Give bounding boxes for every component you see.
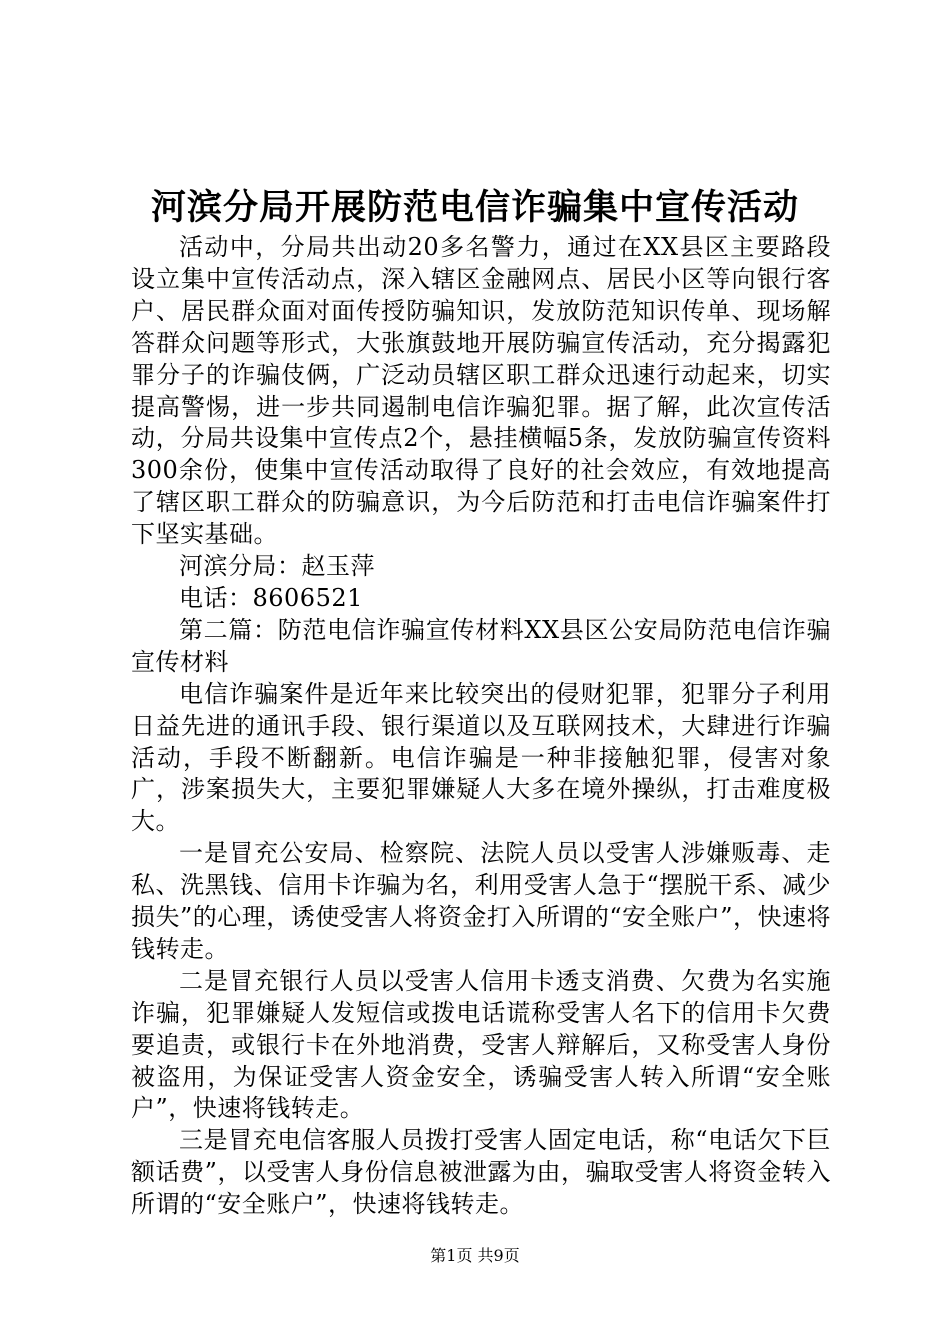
paragraph-activity: 活动中，分局共出动20多名警力，通过在XX县区主要路段设立集中宣传活动点，深入辖区金融网点、居民小区等向银行客户、居民群众面对面传授防骗知识，发放防范知识传单、现场解答群众问题等形式，大张旗鼓地开展防骗宣传活动，充分揭露犯罪分子的诈骗伎俩，广泛动员辖区职工群众迅速行动起来，切实提高警惕，进一步共同遏制电信诈骗犯罪。据了解，此次宣传活动，分局共设集中宣传点2个，悬挂横幅5条，发放防骗宣传资料300余份，使集中宣传活动取得了良好的社会效应，有效地提高了辖区职工群众的防骗意识，为今后防范和打击电信诈骗案件打下坚实基础。 <box>131 233 831 549</box>
paragraph-second-article-heading: 第二篇：防范电信诈骗宣传材料XX县区公安局防范电信诈骗宣传材料 <box>131 615 831 676</box>
paragraph-case-2: 二是冒充银行人员以受害人信用卡透支消费、欠费为名实施诈骗，犯罪嫌疑人发短信或拨电话谎称受害人名下的信用卡欠费要追责，或银行卡在外地消费，受害人辩解后，又称受害人身份被盗用，为保证受害人资金安全，诱骗受害人转入所谓“安全账户”，快速将钱转走。 <box>131 966 831 1123</box>
paragraph-author: 河滨分局：赵玉萍 <box>179 552 375 581</box>
paragraph-intro: 电信诈骗案件是近年来比较突出的侵财犯罪，犯罪分子利用日益先进的通讯手段、银行渠道以及互联网技术，大肆进行诈骗活动，手段不断翻新。电信诈骗是一种非接触犯罪，侵害对象广，涉案损失大，主要犯罪嫌疑人大多在境外操纵，打击难度极大。 <box>131 679 831 836</box>
document-body <box>131 232 831 1221</box>
paragraph-case-3: 三是冒充电信客服人员拨打受害人固定电话，称“电话欠下巨额话费”，以受害人身份信息被泄露为由，骗取受害人将资金转入所谓的“安全账户”，快速将钱转走。 <box>131 1126 831 1219</box>
page-footer: 第1页 共9页 <box>430 1246 520 1265</box>
paragraph-case-1: 一是冒充公安局、检察院、法院人员以受害人涉嫌贩毒、走私、洗黑钱、信用卡诈骗为名，利用受害人急于“摆脱干系、减少损失”的心理，诱使受害人将资金打入所谓的“安全账户”，快速将钱转走。 <box>131 839 831 963</box>
paragraph-phone: 电话：8606521 <box>179 583 363 612</box>
document-title: 河滨分局开展防范电信诈骗集中宣传活动 <box>150 188 799 228</box>
